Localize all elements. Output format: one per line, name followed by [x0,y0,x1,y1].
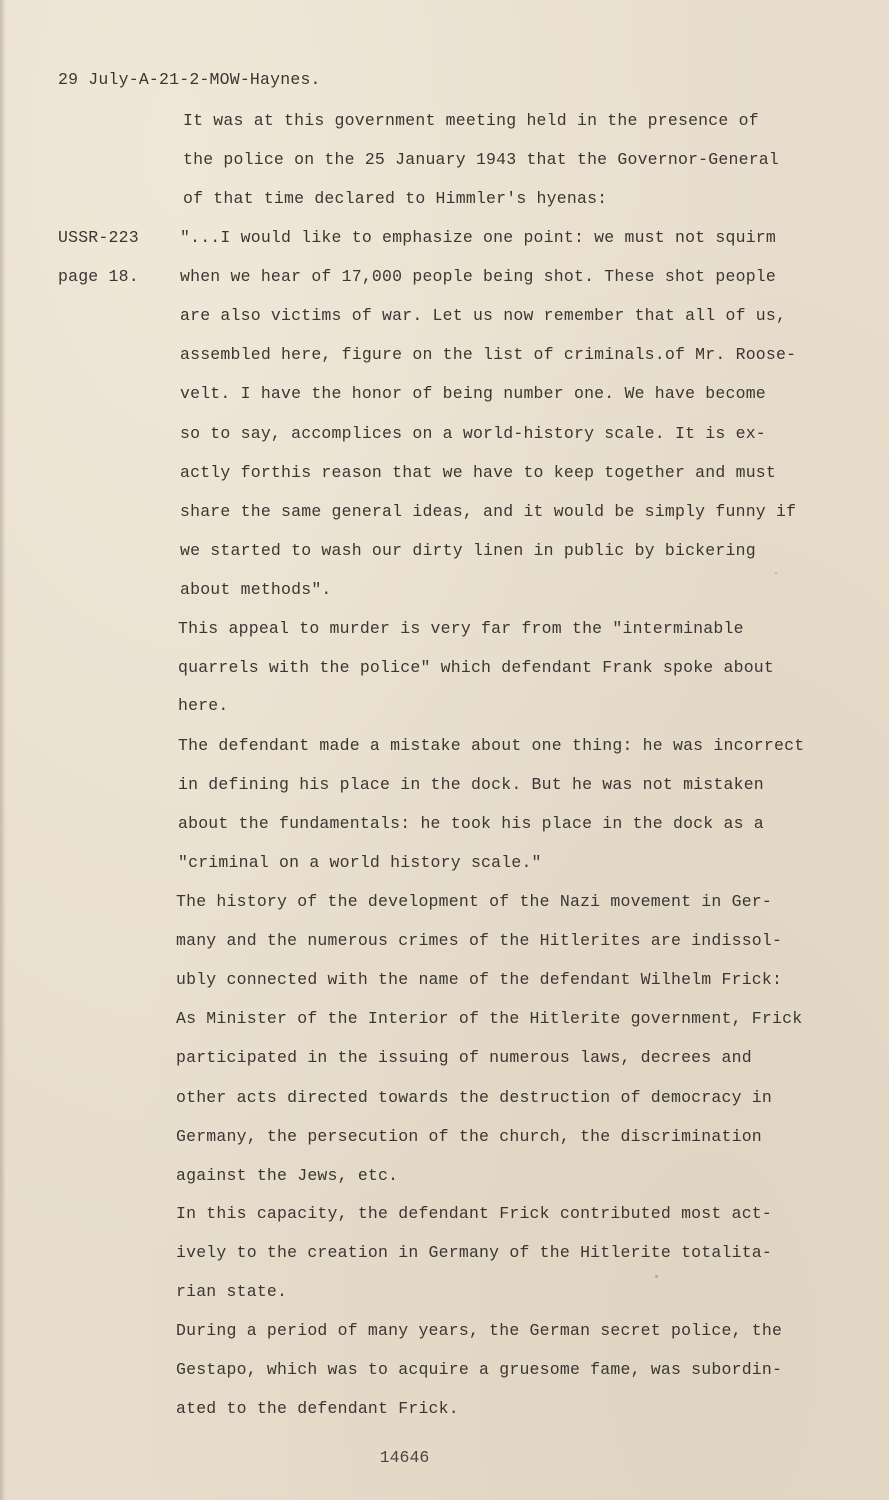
text-line: rian state. [176,1282,288,1301]
text-line: about methods". [180,580,332,599]
text-line: when we hear of 17,000 people being shot. These shot people [180,267,776,286]
text-line: of that time declared to Himmler's hyenas: [183,189,608,208]
text-line: Germany, the persecution of the church, the discrimination [176,1127,762,1146]
text-line: assembled here, figure on the list of criminals.of Mr. Roose- [180,345,797,364]
page-header: 29 July-A-21-2-MOW-Haynes. [58,70,321,89]
text-line: about the fundamentals: he took his place in the dock as a [178,814,764,833]
text-line: are also victims of war. Let us now remember that all of us, [180,306,787,325]
page-number: 14646 [379,1448,430,1467]
text-line: The defendant made a mistake about one thing: he was incorrect [178,736,805,755]
paper-speck [775,572,777,574]
margin-note-page: page 18. [58,267,139,286]
text-line: The history of the development of the Nazi movement in Ger- [176,892,772,911]
text-line: here. [178,696,229,715]
text-line: "...I would like to emphasize one point: we must not squirm [180,228,776,247]
text-line: ively to the creation in Germany of the Hitlerite totalita- [176,1243,772,1262]
text-line: other acts directed towards the destruction of democracy in [176,1088,772,1107]
margin-note-exhibit: USSR-223 [58,228,139,247]
text-line: Gestapo, which was to acquire a gruesome fame, was subordin- [176,1360,783,1379]
text-line: share the same general ideas, and it would be simply funny if [180,502,797,521]
text-line: against the Jews, etc. [176,1166,399,1185]
text-line: In this capacity, the defendant Frick contributed most act- [176,1204,772,1223]
text-line: ated to the defendant Frick. [176,1399,459,1418]
text-line: During a period of many years, the German secret police, the [176,1321,783,1340]
text-line: we started to wash our dirty linen in public by bickering [180,541,756,560]
text-line: As Minister of the Interior of the Hitlerite government, Frick [176,1009,803,1028]
text-line: in defining his place in the dock. But he was not mistaken [178,775,764,794]
text-line: ubly connected with the name of the defendant Wilhelm Frick: [176,970,783,989]
text-line: so to say, accomplices on a world-history scale. It is ex- [180,424,766,443]
text-line: the police on the 25 January 1943 that the Governor-General [183,150,779,169]
text-line: This appeal to murder is very far from the "interminable [178,619,744,638]
text-line: It was at this government meeting held in the presence of [183,111,759,130]
paper-speck [655,1275,658,1278]
text-line: quarrels with the police" which defendant Frank spoke about [178,658,774,677]
text-line: velt. I have the honor of being number one. We have become [180,384,766,403]
text-line: participated in the issuing of numerous laws, decrees and [176,1048,752,1067]
page-edge-shadow [0,0,6,1500]
text-line: many and the numerous crimes of the Hitlerites are indissol- [176,931,783,950]
text-line: actly forthis reason that we have to keep together and must [180,463,776,482]
text-line: "criminal on a world history scale." [178,853,542,872]
